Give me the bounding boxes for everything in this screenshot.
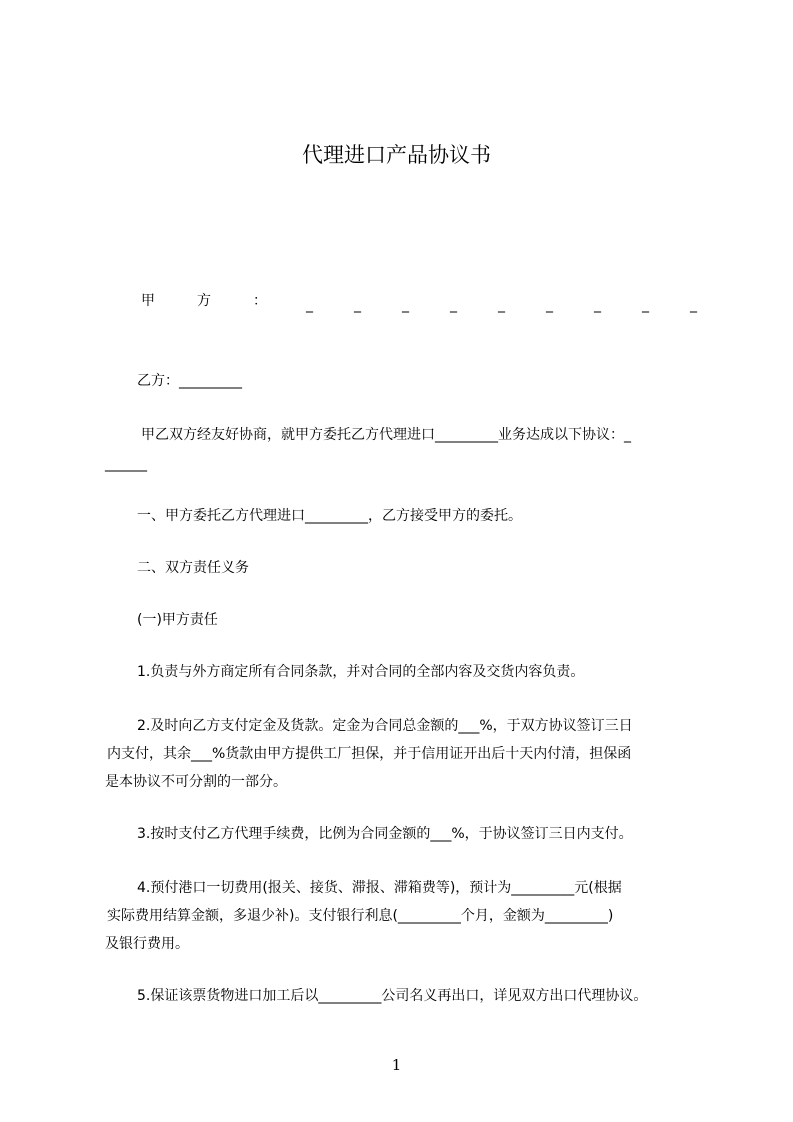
party-a-blank: _ xyxy=(546,297,553,313)
item-4-line-1: 4.预付港口一切费用(报关、接货、滞报、滞箱费等)，预计为_________元(根据 xyxy=(137,880,622,896)
party-b-line: 乙方：_________ xyxy=(137,373,242,389)
clause-1: 一、甲方委托乙方代理进口_________，乙方接受甲方的委托。 xyxy=(137,508,522,524)
party-a-blank: _ xyxy=(306,297,313,313)
party-a-blank: _ xyxy=(690,297,697,313)
party-a-blank: _ xyxy=(642,297,649,313)
subsection-heading: (一)甲方责任 xyxy=(137,612,218,628)
page-number: 1 xyxy=(391,1056,402,1074)
party-a-blank: _ xyxy=(594,297,601,313)
preamble-line-2: ______ xyxy=(105,456,147,472)
item-4-line-3: 及银行费用。 xyxy=(105,936,189,952)
document-title: 代理进口产品协议书 xyxy=(302,143,491,167)
item-2-line-2: 内支付，其余___%货款由甲方提供工厂担保，并于信用证开出后十天内付清，担保函 xyxy=(107,746,632,762)
item-3: 3.按时支付乙方代理手续费，比例为合同金额的___%，于协议签订三日内支付。 xyxy=(137,826,633,842)
party-a-blank: _ xyxy=(354,297,361,313)
party-a-blank: _ xyxy=(450,297,457,313)
clause-2-heading: 二、双方责任义务 xyxy=(137,560,249,576)
item-2-line-3: 是本协议不可分割的一部分。 xyxy=(105,774,287,790)
item-1: 1.负责与外方商定所有合同条款，并对合同的全部内容及交货内容负责。 xyxy=(137,664,585,680)
party-a-colon: ： xyxy=(253,293,267,309)
preamble-line-1: 甲乙双方经友好协商，就甲方委托乙方代理进口_________业务达成以下协议：_ xyxy=(141,427,631,443)
party-a-blank: _ xyxy=(498,297,505,313)
item-4-line-2: 实际费用结算金额，多退少补)。支付银行利息(_________个月，金额为_________) xyxy=(107,908,614,924)
party-a-char-2: 方 xyxy=(197,293,211,309)
party-a-char-1: 甲 xyxy=(141,293,155,309)
item-2-line-1: 2.及时向乙方支付定金及货款。定金为合同总金额的___%，于双方协议签订三日 xyxy=(137,718,633,734)
item-5: 5.保证该票货物进口加工后以_________公司名义再出口，详见双方出口代理协议。 xyxy=(137,988,648,1004)
party-a-blank: _ xyxy=(402,297,409,313)
